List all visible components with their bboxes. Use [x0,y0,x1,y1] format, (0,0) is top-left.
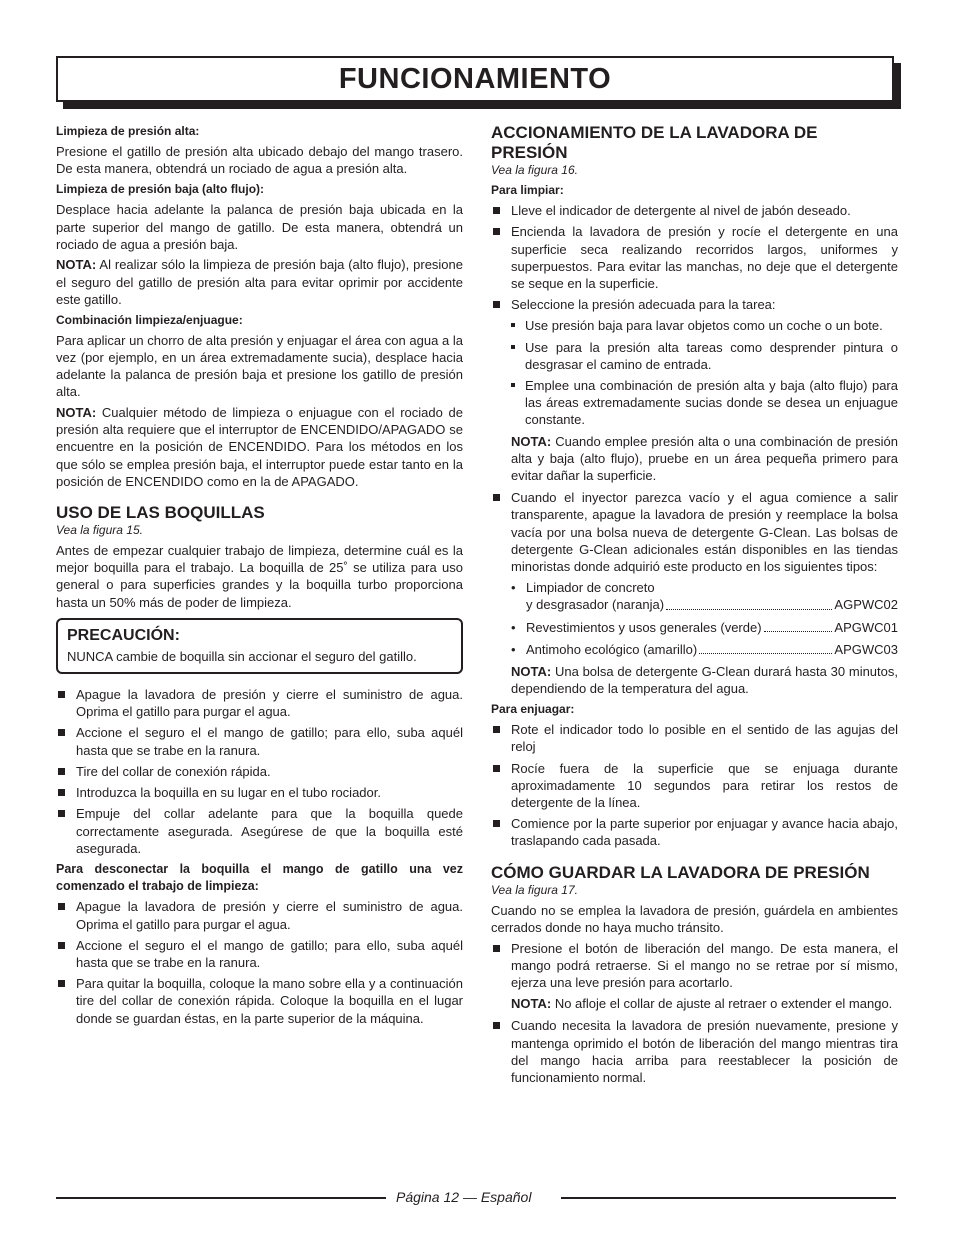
disconnect-steps-list [56,898,463,1026]
note-label: NOTA: [511,433,552,449]
list-item: Empuje del collar adelante para que la boquilla quede correctamente asegurada. Asegúrese de que la boquilla esté asegurada. [56,805,463,857]
note-2 [56,404,463,490]
para-combinacion: Para aplicar un chorro de alta presión y enjuagar el área con agua a la vez (por ejemplo, en un área extremadamente sucia), desplace hacia adelante la palanca de presión baja et presione los gatillo de presión alta. [56,332,463,400]
note-text: Al realizar sólo la limpieza de presión baja (alto flujo), presione el seguro del gatillo de presión alta para evitar oprimir por accidente este gatillo. [56,257,463,307]
storage-steps-list-2 [491,1017,898,1086]
heading-limpiar: Para limpiar: [491,183,564,197]
product-name: • Limpiador de concreto [526,580,655,596]
list-item: Accione el seguro el el mango de gatillo; para ello, suba aquél hasta que se trabe en la ranura. [56,724,463,758]
heading-guardar: CÓMO GUARDAR LA LAVADORA DE PRESIÓN [491,862,870,882]
caution-text: NUNCA cambie de boquilla sin accionar el seguro del gatillo. [67,648,417,664]
list-item: Emplee una combinación de presión alta y baja (alto flujo) para las áreas extremadamente sucias donde se desea un enjuague constante. [491,377,898,429]
note-1 [56,256,463,308]
heading-desconectar: Para desconectar la boquilla el mango de gatillo una vez comenzado el trabajo de limpieza: [56,861,463,894]
product-line [526,596,898,613]
figure-ref-15: Vea la figura 15. [56,523,143,538]
dot-leader [699,641,832,654]
rinse-steps-list [491,721,898,849]
list-item: Para quitar la boquilla, coloque la mano sobre ella y a continuación tire del collar de conexión rápida. Coloque la boquilla en el lugar donde se guardan éstas, en la parte superior de la máquina. [56,975,463,1027]
list-item: Use presión baja para lavar objetos como un coche o un bote. [491,317,898,334]
dot-leader [764,619,833,632]
heading-accionamiento: ACCIONAMIENTO DE LA LAVADORA DE PRESIÓN [491,123,818,162]
note-5 [491,995,898,1012]
list-item: Apague la lavadora de presión y cierre el suministro de agua. Oprima el gatillo para purgar el agua. [56,686,463,720]
caution-title: PRECAUCIÓN: [67,626,180,644]
page-title: FUNCIONAMIENTO [338,63,612,95]
note-label: NOTA: [56,257,97,273]
para-boquillas: Antes de empezar cualquier trabajo de limpieza, determine cuál es la mejor boquilla para el trabajo. La boquilla de 25˚ se utiliza para uso general o para superficies grandes y la boquilla turbo proporciona hasta un 50% más de poder de limpieza. [56,543,463,610]
note-label: NOTA: [511,664,552,680]
list-item: Presione el botón de liberación del mango. De esta manera, el mango podrá retraerse. Si el mango no se retrae por sí mismo, ejerza una leve presión para acortarlo. [491,940,898,992]
footer-rule-left [56,1197,386,1199]
list-item: Seleccione la presión adecuada para la tarea: [491,296,898,313]
product-line [526,641,898,658]
product-item [491,619,898,636]
injector-list [491,489,898,575]
product-code: AGPWC02 [834,597,898,613]
clean-steps-list [491,202,898,313]
heading-enjuagar: Para enjuagar: [491,701,575,716]
product-name: • Revestimientos y usos generales (verde) [526,619,762,635]
page-footer [56,1188,896,1206]
title-box [56,56,894,102]
list-item: Accione el seguro el el mango de gatillo; para ello, suba aquél hasta que se trabe en la ranura. [56,937,463,971]
nozzle-steps-list [56,686,463,857]
caution-box [56,618,463,674]
product-name: y desgrasador (naranja) [526,597,665,613]
figure-ref-17: Vea la figura 17. [491,882,578,897]
product-item [491,579,898,613]
footer-rule-right [561,1197,896,1199]
dot-leader [666,596,832,609]
detergent-products-list [491,579,898,658]
list-item: Cuando el inyector parezca vacío y el agua comience a salir transparente, apague la lavadora de presión y reemplace la bolsa vacía por una bolsa nueva de detergente G-Clean. Las bolsas de detergente G-Clean adicionales están disponibles en las tiendas minoristas donde adquirió este producto en los siguientes tipos: [491,489,898,575]
list-item: Use para la presión alta tareas como desprender pintura o desgrasar el camino de entrada. [491,339,898,373]
note-text: Una bolsa de detergente G-Clean durará hasta 30 minutos, dependiendo de la temperatura del agua. [511,664,898,697]
para-alta: Presione el gatillo de presión alta ubicado debajo del mango trasero. De esta manera, obtendrá un rociado de agua a presión alta. [56,144,463,177]
list-item: Rote el indicador todo lo posible en el sentido de las agujas del reloj [491,721,898,755]
para-baja: Desplace hacia adelante la palanca de presión baja ubicada en la parte superior del mango de gatillo. De esta manera, obtendrá un rociado de agua a presión baja. [56,202,463,252]
note-text: Cualquier método de limpieza o enjuague con el rociado de presión alta requiere que el interruptor de ENCENDIDO/APAGADO se encuentre en la posición de ENCENDIDO. Para los métodos en los que sólo se emplea presión baja, el interruptor puede estar tanto en la posición de ENCENDIDO como en la de APAGADO. [56,405,463,489]
list-item: Encienda la lavadora de presión y rocíe el detergente en una superficie seca realizando recorridos largos, uniformes y superpuestos. Para evitar las manchas, no deje que el detergente se seque en la superficie. [491,223,898,292]
para-guardar: Cuando no se emplea la lavadora de presión, guárdela en ambientes cerrados donde no haya mucho tránsito. [491,902,898,935]
product-code: APGWC01 [834,619,898,635]
list-item: Introduzca la boquilla en su lugar en el tubo rociador. [56,784,463,801]
note-label: NOTA: [511,996,552,1012]
figure-ref-16: Vea la figura 16. [491,163,578,177]
storage-steps-list [491,940,898,992]
heading-baja: Limpieza de presión baja (alto flujo): [56,182,265,197]
product-line [526,619,898,636]
heading-boquillas: USO DE LAS BOQUILLAS [56,503,265,523]
note-3 [491,433,898,485]
list-item: Rocíe fuera de la superficie que se enjuaga durante aproximadamente 10 segundos para retirar los restos de detergente de la línea. [491,760,898,812]
product-code: APGWC03 [834,641,898,657]
list-item: Tire del collar de conexión rápida. [56,763,463,780]
list-item: Cuando necesita la lavadora de presión nuevamente, presione y mantenga oprimido el botón de liberación del mango mientras tira del mango hacia arriba para reestablecer la posición de funcionamiento normal. [491,1017,898,1086]
footer-text: Página 12 — Español [396,1189,532,1205]
left-column [56,123,463,1031]
heading-combinacion: Combinación limpieza/enjuague: [56,312,243,327]
note-text: Cuando emplee presión alta o una combinación de presión alta y baja (alto flujo), pruebe en un área pequeña primero para evitar dañar la superficie. [511,433,898,484]
list-item: Apague la lavadora de presión y cierre el suministro de agua. Oprima el gatillo para purgar el agua. [56,898,463,932]
heading-alta: Limpieza de presión alta: [56,124,200,138]
note-text: No afloje el collar de ajuste al retraer o extender el mango. [551,996,893,1012]
pressure-options-list [491,317,898,428]
product-item [491,641,898,658]
right-column [491,123,898,1090]
list-item: Comience por la parte superior por enjuagar y avance hacia abajo, traslapando cada pasada. [491,815,898,849]
note-4 [491,663,898,697]
list-item: Lleve el indicador de detergente al nivel de jabón deseado. [491,202,898,219]
product-name: • Antimoho ecológico (amarillo) [526,641,698,657]
note-label: NOTA: [56,405,97,421]
